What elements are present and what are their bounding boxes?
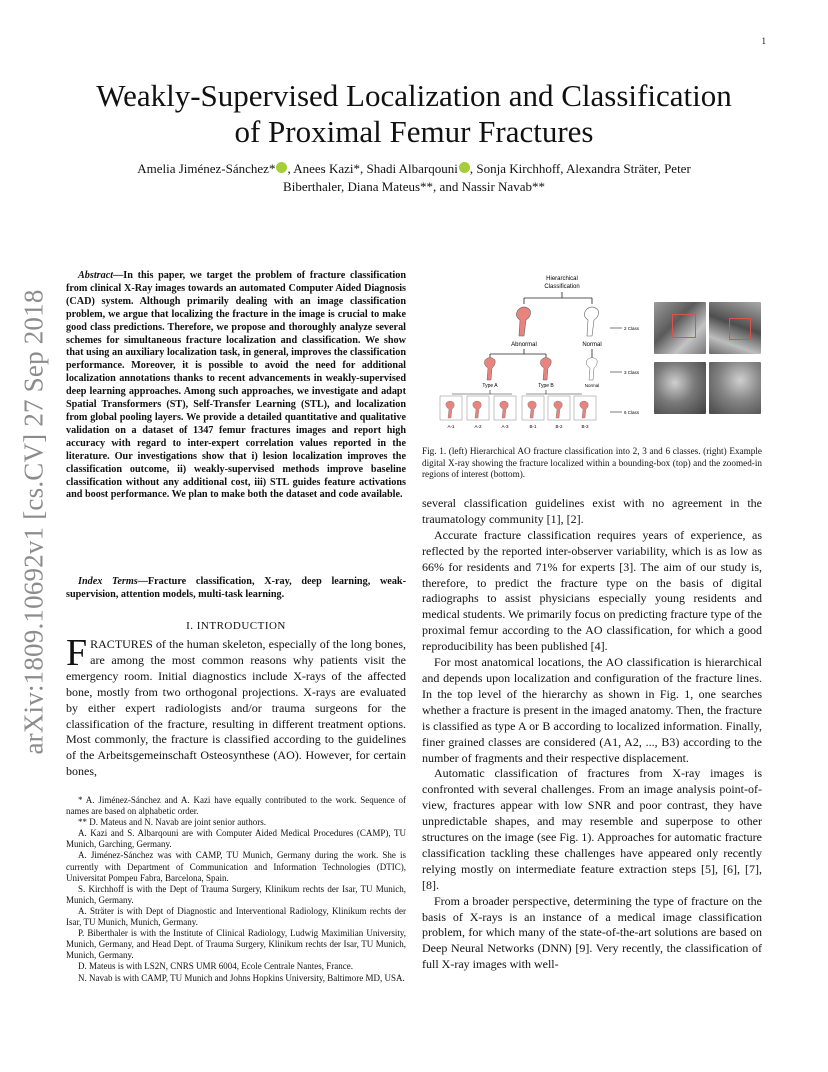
level-label-3-class: 3 Class bbox=[624, 370, 640, 375]
xray-image-right-top bbox=[709, 302, 761, 354]
title-line-1: Weakly-Supervised Localization and Classification bbox=[96, 78, 732, 113]
footnote: A. Jiménez-Sánchez was with CAMP, TU Munich, Germany during the work. She is currently with Department of Communication and Information Technologies (DTIC), Universitat Pompeu Fabra, Barcelona, Spain. bbox=[66, 850, 406, 883]
arxiv-id: arXiv:1809.10692v1 [cs.CV] 27 Sep 2018 bbox=[18, 289, 49, 755]
footnote: ** D. Mateus and N. Navab are joint senior authors. bbox=[78, 817, 266, 828]
figure-caption: Fig. 1. (left) Hierarchical AO fracture classification into 2, 3 and 6 classes. (right) Example digital X-ray showing the fracture localized within a bounding-box (top) and the zoomed-in regions of interest (bottom). bbox=[422, 446, 762, 479]
index-terms-text: Fracture classification, X-ray, deep learning, weak-supervision, attention models, multi-task learning. bbox=[66, 576, 406, 600]
abstract-lead: Abstract— bbox=[78, 270, 124, 281]
leaf-label: A-1 bbox=[447, 424, 455, 429]
level-label-2-class: 2 Class bbox=[624, 326, 640, 331]
label-type-b: Type B bbox=[538, 383, 554, 389]
level-label-6-class: 6 Class bbox=[624, 410, 640, 415]
paragraph: For most anatomical locations, the AO classification is hierarchical and depends upon localization and configuration of the fracture lines. In the top level of the hierarchy as shown in Fig. 1, one searches whether a fracture is present in the imaged anatomy. Then, the fracture is classified as type A or B according to localized information. Finally, finer grained classes are considered (A1, A2, ..., B3) according to the number of fragments and their respective displacement. bbox=[422, 655, 762, 765]
leaf-label: A-2 bbox=[474, 424, 482, 429]
leaf-label: B-1 bbox=[529, 424, 537, 429]
leaf-label: A-3 bbox=[501, 424, 509, 429]
leaf-a2 bbox=[467, 396, 489, 429]
leaf-label: B-3 bbox=[581, 424, 589, 429]
leaf-a3 bbox=[494, 396, 516, 429]
footnote: P. Biberthaler is with the Institute of Clinical Radiology, Ludwig Maximilian University, Munich, Germany, and Head Dept. of Trauma Surgery, Klinikum rechts der Isar, TU Munich, Munich, Germany. bbox=[66, 928, 406, 961]
diagram-heading-2: Classification bbox=[544, 284, 580, 290]
xray-image-left-top bbox=[654, 302, 706, 354]
footnote: D. Mateus is with LS2N, CNRS UMR 6004, Ecole Centrale Nantes, France. bbox=[78, 961, 353, 972]
leaf-b3 bbox=[574, 396, 596, 429]
paragraph: several classification guidelines exist with no agreement in the traumatology community [1], [2]. bbox=[422, 496, 762, 526]
arxiv-watermark bbox=[10, 282, 58, 762]
drop-cap: F bbox=[66, 632, 88, 674]
paragraph: Automatic classification of fractures from X-ray images is confronted with several challenges. From an image analysis point-of-view, fractures appear with low SNR and poor contrast, they have unpredictable shapes, and may resemble and superpose to other structures on the image (see Fig. 1). Approaches for automatic fracture classification tackling these challenges have appeared only recently relying mostly on intermediate feature extraction steps [5], [6], [7], [8]. bbox=[422, 766, 762, 892]
femur-type-a-icon bbox=[484, 358, 495, 381]
diagram-heading-1: Hierarchical bbox=[546, 276, 578, 282]
orcid-icon bbox=[276, 162, 287, 173]
footnote: S. Kirchhoff is with the Dept of Trauma Surgery, Klinikum rechts der Isar, TU Munich, Munich, Germany. bbox=[66, 883, 406, 905]
footnotes bbox=[66, 795, 406, 984]
authors-line-2: Biberthaler, Diana Mateus**, and Nassir Navab** bbox=[283, 179, 545, 194]
label-type-a: Type A bbox=[482, 383, 498, 389]
index-terms-lead: Index Terms— bbox=[78, 576, 148, 587]
section-heading-introduction: I. INTRODUCTION bbox=[186, 620, 286, 632]
abstract-text: In this paper, we target the problem of fracture classification from clinical X-Ray images towards an automated Computer Aided Diagnosis (CAD) system. Although primarily dealing with an image classification problem, we argue that localizing the fracture in the image is crucial to make good class predictions. Therefore, we propose and thoroughly analyze several schemes for simultaneous fracture localization and classification. We show that using an auxiliary localization task, in general, improves the classification performance. Moreover, it is possible to avoid the need for additional localization annotations thanks to recent advancements in weakly-supervised deep learning approaches. Among such approaches, we investigate and adapt Spatial Transformers (ST), Self-Transfer Learning (STL), and localization from global pooling layers. We provide a detailed quantitative and qualitative validation on a dataset of 1347 femur fractures images and report high accuracy with regard to inter-expert correlation values reported in the literature. Our investigations show that i) lesion localization improves the classification outcome, ii) weakly-supervised methods improve baseline classification without any additional cost, iii) STL guides feature activations and boost performance. We plan to make both the dataset and code available. bbox=[66, 270, 406, 501]
authors-line-1 bbox=[80, 160, 748, 178]
label-normal: Normal bbox=[582, 342, 602, 348]
label-abnormal: Abnormal bbox=[511, 342, 537, 348]
page-number: 1 bbox=[761, 36, 766, 46]
footnote: A. Kazi and S. Albarqouni are with Computer Aided Medical Procedures (CAMP), TU Munich, Garching, Germany. bbox=[66, 828, 406, 850]
xray-zoom-right bbox=[709, 362, 761, 414]
introduction-text: RACTURES of the human skeleton, especially of the long bones, are among the most common reasons why patients visit the emergency room. Initial diagnostics include X-rays of the affected bone, mostly from two orthogonal projections. X-rays are evaluated by either expert radiologists and/or trauma surgeons for the classification of the fracture, resulting in different treatment options. Most commonly, the fracture is classified according to the guidelines of the Arbeitsgemeinschaft Osteosynthese (AO). However, for certain bones, bbox=[66, 637, 406, 779]
footnote: * A. Jiménez-Sánchez and A. Kazi have equally contributed to the work. Sequence of names are based on alphabetic order. bbox=[66, 795, 406, 817]
orcid-icon bbox=[459, 162, 470, 173]
footnote: N. Navab is with CAMP, TU Munich and Johns Hopkins University, Baltimore MD, USA. bbox=[78, 972, 405, 983]
index-terms bbox=[66, 576, 406, 602]
authors-line-1-text: Amelia Jiménez-Sánchez* , Anees Kazi*, Shadi Albarqouni , Sonja Kirchhoff, Alexandra Sträter, Peter bbox=[137, 161, 691, 176]
hierarchy-diagram bbox=[432, 270, 642, 438]
paragraph: From a broader perspective, determining the type of fracture on the basis of X-rays is an instance of a medical image classification problem, for which many of the state-of-the-art solutions are based on Deep Neural Networks (DNN) [9]. Very recently, the classification of full X-ray images with well- bbox=[422, 893, 762, 972]
right-column-text bbox=[422, 496, 762, 973]
introduction-paragraph bbox=[66, 632, 406, 780]
xray-zoom-left bbox=[654, 362, 706, 414]
abstract bbox=[66, 270, 406, 502]
figure-1 bbox=[432, 270, 762, 438]
leaf-b1 bbox=[522, 396, 544, 429]
footnote: A. Sträter is with Dept of Diagnostic and Interventional Radiology, Klinikum rechts der Isar, TU Munich, Munich, Germany. bbox=[66, 905, 406, 928]
fracture-bounding-box bbox=[729, 318, 751, 340]
paper-title bbox=[60, 78, 768, 150]
leaf-label: B-2 bbox=[555, 424, 563, 429]
femur-normal-small-icon bbox=[586, 358, 597, 381]
title-line-2: of Proximal Femur Fractures bbox=[234, 114, 594, 149]
fracture-bounding-box bbox=[672, 314, 696, 338]
paragraph: Accurate fracture classification requires years of experience, as reflected by the reported inter-observer variability, which is as low as 66% for residents and 71% for experts [3]. The aim of our study is, therefore, to predict the fracture type on the basis of digital radiographs to assist physicians especially young residents and medical students. We primarily focus on predicting fracture type of the proximal femur according to the AO classification, for which a good reproducibility has been published [4]. bbox=[422, 527, 762, 654]
femur-abnormal-icon bbox=[516, 307, 530, 336]
author-list bbox=[80, 160, 748, 196]
label-normal-small: Normal bbox=[584, 383, 600, 388]
leaf-b2 bbox=[548, 396, 570, 429]
femur-type-b-icon bbox=[540, 358, 551, 381]
femur-normal-icon bbox=[584, 307, 598, 336]
leaf-a1 bbox=[440, 396, 462, 429]
